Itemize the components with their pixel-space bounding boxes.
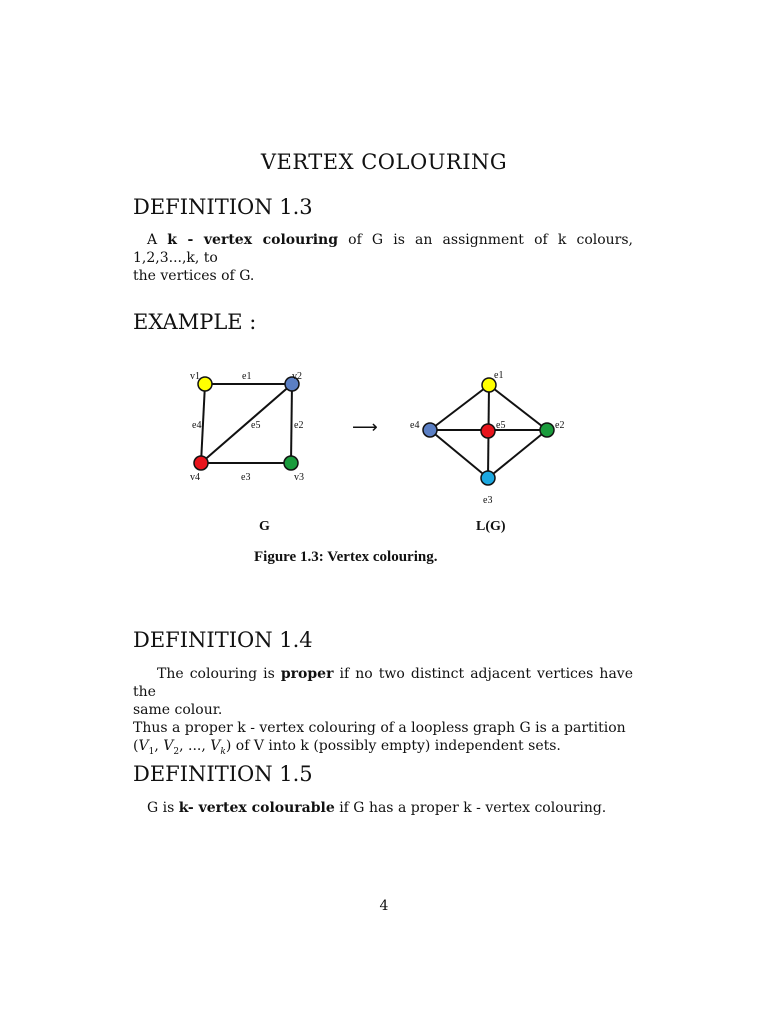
graph-g-name: G — [259, 519, 270, 534]
def13-line2: the vertices of G. — [133, 268, 255, 284]
lg-vertex-e4 — [423, 423, 437, 437]
def15-term: k- vertex colourable — [178, 800, 335, 816]
label-e4: e4 — [192, 420, 202, 431]
vertex-v4 — [194, 456, 208, 470]
lg-label-e1: e1 — [494, 370, 504, 381]
edge-e5 — [201, 384, 292, 463]
label-v2: v2 — [292, 371, 302, 382]
lg-label-e5: e5 — [496, 420, 506, 431]
graph-g-edges — [201, 384, 292, 463]
lg-vertex-e2 — [540, 423, 554, 437]
example-heading: EXAMPLE : — [133, 310, 257, 334]
page-title: VERTEX COLOURING — [260, 150, 508, 174]
label-v3: v3 — [294, 472, 304, 483]
lg-label-e4: e4 — [410, 420, 420, 431]
def15-prefix: G is — [147, 800, 179, 816]
lg-vertex-e5 — [481, 424, 495, 438]
definition-1-5-text — [133, 799, 633, 817]
edge-e2 — [291, 384, 292, 463]
vertex-v3 — [284, 456, 298, 470]
definition-1-4-text — [133, 665, 633, 761]
lg-label-e2: e2 — [555, 420, 565, 431]
def13-prefix: A — [147, 232, 168, 248]
label-v4: v4 — [190, 472, 200, 483]
def13-rest: of G is an assignment of k colours, 1,2,3...,k, to — [133, 232, 633, 266]
definition-1-3-heading: DEFINITION 1.3 — [133, 195, 313, 219]
vertex-v1 — [198, 377, 212, 391]
label-e2: e2 — [294, 420, 304, 431]
def14-prefix: The colouring is — [157, 666, 281, 682]
def14-line3: Thus a proper k - vertex colouring of a loopless graph G is a partition — [133, 720, 626, 736]
definition-1-5-heading: DEFINITION 1.5 — [133, 762, 313, 786]
label-e5: e5 — [251, 420, 261, 431]
def13-term: k - vertex colouring — [167, 232, 338, 248]
arrow: ⟶ — [352, 417, 378, 437]
lg-vertex-e3 — [481, 471, 495, 485]
label-e3: e3 — [241, 472, 251, 483]
definition-1-4-heading: DEFINITION 1.4 — [133, 628, 313, 652]
figure-caption: Figure 1.3: Vertex colouring. — [254, 549, 438, 565]
label-v1: v1 — [190, 371, 200, 382]
lg-label-e3: e3 — [483, 495, 493, 506]
def14-line4: of V into k (possibly empty) independent sets. — [231, 738, 561, 754]
edge-e4 — [201, 384, 205, 463]
graph-lg-name: L(G) — [476, 519, 506, 534]
def15-rest: if G has a proper k - vertex colouring. — [334, 800, 607, 816]
def14-partition: ($V_1$, $V_2$, ..., $V_k$) — [133, 738, 232, 757]
def14-rest: if no two distinct adjacent vertices have the — [133, 666, 633, 700]
def14-line2: same colour. — [133, 702, 223, 718]
label-e1: e1 — [242, 371, 252, 382]
def14-term: proper — [280, 666, 334, 682]
page-number: 4 — [379, 898, 389, 914]
